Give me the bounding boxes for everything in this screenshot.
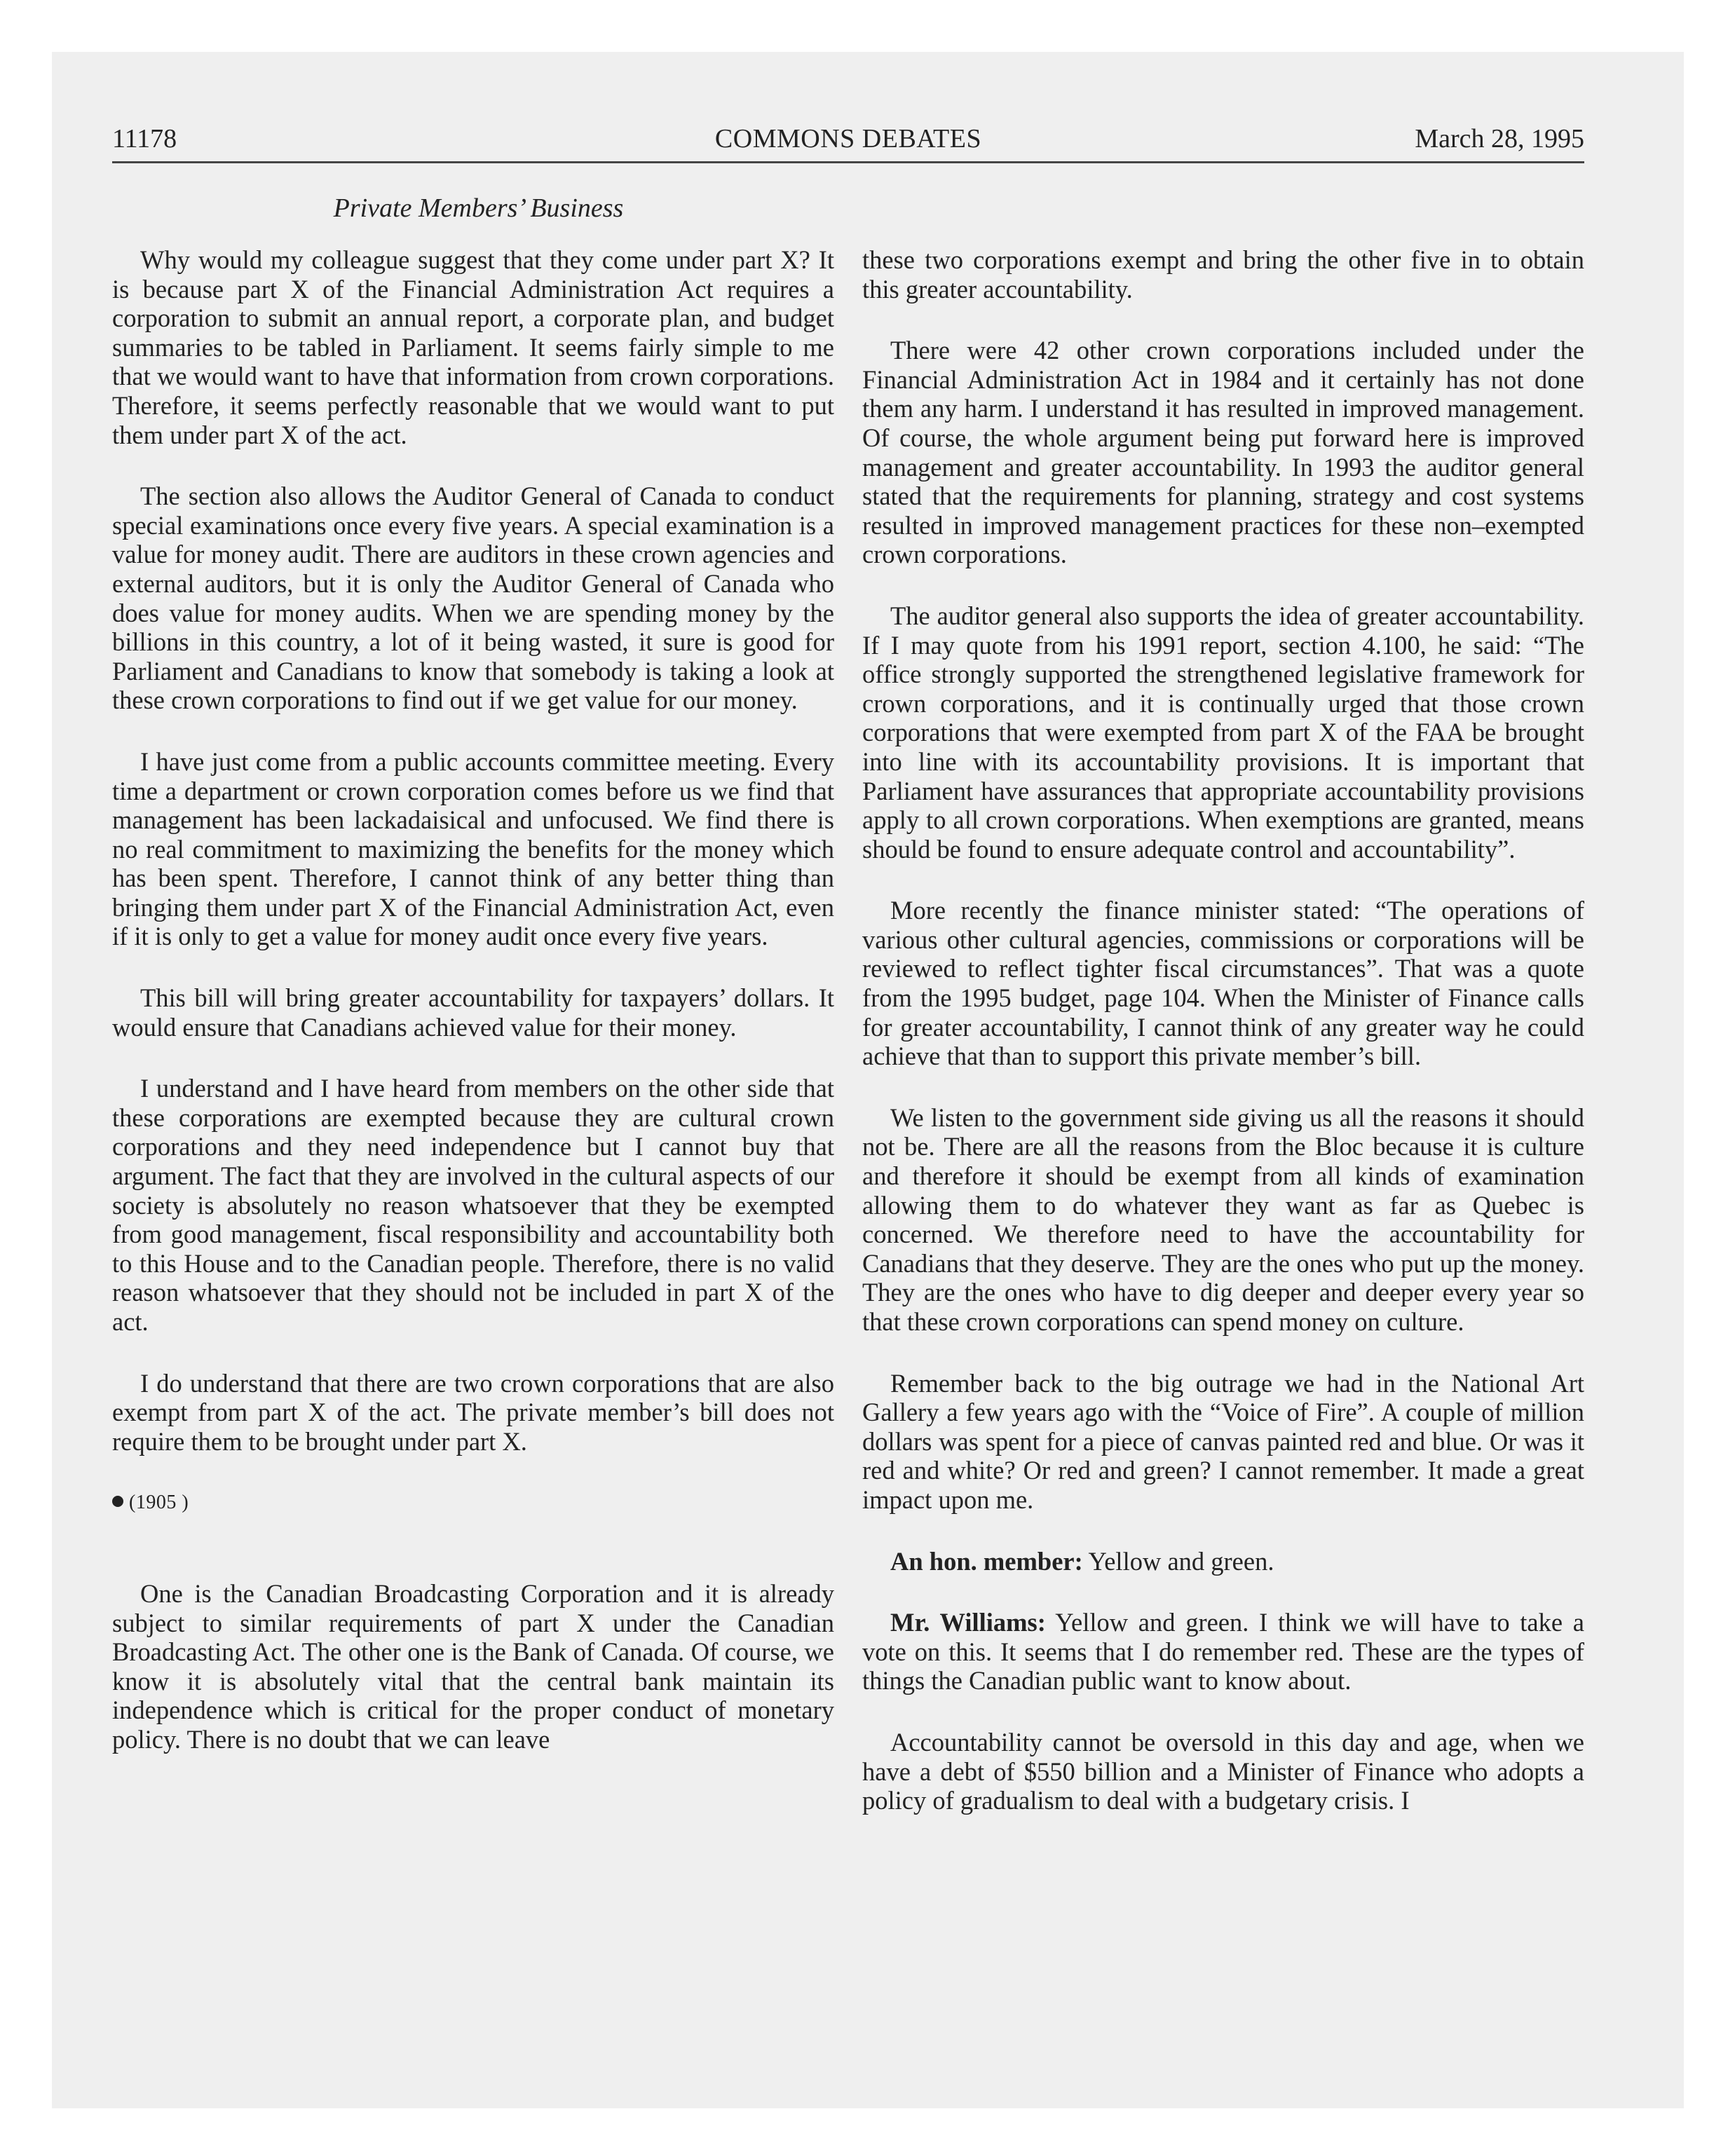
paragraph: This bill will bring greater accountability for taxpayers’ dollars. It would ensure that Canadians achieved value for their money. (112, 983, 834, 1042)
speaker-name: Mr. Williams: (890, 1608, 1046, 1637)
paragraph: The auditor general also supports the idea of greater accountability. If I may quote from his 1991 report, section 4.100, he said: “The office strongly supported the strengthened legislative framework for crown corporations, and it is continually urged that those crown corporations that were exempted from part X of the FAA be brought into line with its accountability provisions. It is important that Parliament have assurances that appropriate accountability provisions apply to all crown corporations. When exemptions are granted, means should be found to ensure adequate control and accountability”. (862, 601, 1584, 864)
page-number: 11178 (112, 124, 177, 153)
speech-text: Yellow and green. I think we will have to take a vote on this. It seems that I do remember red. These are the types of things the Canadian public want to know about. (862, 1608, 1585, 1696)
paragraph: The section also allows the Auditor General of Canada to conduct special examinations once every five years. A special examination is a value for money audit. There are auditors in these crown agencies and external auditors, but it is only the Auditor General of Canada who does value for money audits. When we are spending money by the billions in this country, a lot of it being wasted, it sure is good for Parliament and Canadians to know that somebody is taking a look at these crown corporations to find out if we get value for our money. (112, 482, 834, 715)
paragraph: Accountability cannot be oversold in this day and age, when we have a debt of $550 billion and a Minister of Finance who adopts a policy of gradualism to deal with a budgetary crisis. I (862, 1727, 1584, 1815)
timestamp (112, 1488, 834, 1517)
speech-paragraph (862, 1547, 1584, 1576)
timestamp-text: (1905 ) (129, 1492, 189, 1514)
bullet-icon (112, 1496, 123, 1507)
paragraph: More recently the finance minister stated: “The operations of various other cultural agencies, commissions or corporations will be reviewed to reflect tighter fiscal circumstances”. That was a quote from the 1995 budget, page 104. When the Minister of Finance calls for greater accountability, I cannot think of any greater way he could achieve that than to support this private member’s bill. (862, 896, 1584, 1071)
right-column (862, 245, 1584, 1848)
paragraph: We listen to the government side giving us all the reasons it should not be. There are all the reasons from the Bloc because it is culture and therefore it should be exempt from all kinds of examination allowing them to do whatever they want as far as Quebec is concerned. We therefore need to have the accountability for Canadians that they deserve. They are the ones who put up the money. They are the ones who have to dig deeper and deeper every year so that these crown corporations can spend money on culture. (862, 1103, 1584, 1336)
paragraph: these two corporations exempt and bring the other five in to obtain this greater accountability. (862, 245, 1584, 303)
paragraph: One is the Canadian Broadcasting Corporation and it is already subject to similar requirements of part X under the Canadian Broadcasting Act. The other one is the Bank of Canada. Of course, we know it is absolutely vital that the central bank maintain its independence which is critical for the proper conduct of monetary policy. There is no doubt that we can leave (112, 1578, 834, 1754)
speech-text: Yellow and green. (1082, 1546, 1274, 1576)
paragraph: I do understand that there are two crown corporations that are also exempt from part X of the act. The private member’s bill does not require them to be brought under part X. (112, 1368, 834, 1456)
paragraph: I have just come from a public accounts committee meeting. Every time a department or crown corporation comes before us we find that management has been lackadaisical and unfocused. We find there is no real commitment to maximizing the benefits for the money which has been spent. Therefore, I cannot think of any better thing than bringing them under part X of the Financial Administration Act, even if it is only to get a value for money audit once every five years. (112, 746, 834, 951)
left-column (112, 245, 834, 1787)
page-header (112, 119, 1584, 163)
paragraph: There were 42 other crown corporations included under the Financial Administration Act in 1984 and it certainly has not done them any harm. I understand it has resulted in improved management. Of course, the whole argument being put forward here is improved management and greater accountability. In 1993 the auditor general stated that the requirements for planning, strategy and cost systems resulted in improved management practices for these non–exempted crown corporations. (862, 336, 1584, 569)
paragraph: I understand and I have heard from members on the other side that these corporations are exempted because they are cultural crown corporations and they need independence but I cannot buy that argument. The fact that they are involved in the cultural aspects of our society is absolutely no reason whatsoever that they be exempted from good management, fiscal responsibility and accountability both to this House and to the Canadian people. Therefore, there is no valid reason whatsoever that they should not be included in part X of the act. (112, 1074, 834, 1336)
speaker-name: An hon. member: (890, 1546, 1083, 1576)
section-title: Private Members’ Business (333, 193, 624, 223)
paragraph: Remember back to the big outrage we had in the National Art Gallery a few years ago with the “Voice of Fire”. A couple of million dollars was spent for a piece of canvas painted red and blue. Or was it red and white? Or red and green? I cannot remember. It made a great impact upon me. (862, 1368, 1584, 1514)
document-page (112, 119, 1585, 1815)
publication-title: COMMONS DEBATES (714, 124, 982, 153)
paragraph: Why would my colleague suggest that they come under part X? It is because part X of the Financial Administration Act requires a corporation to submit an annual report, a corporate plan, and budget summaries to be tabled in Parliament. It seems fairly simple to me that we would want to have that information from crown corporations. Therefore, it seems perfectly reasonable that we would want to put them under part X of the act. (112, 245, 834, 449)
header-date: March 28, 1995 (1415, 124, 1584, 153)
speech-paragraph (862, 1608, 1584, 1696)
